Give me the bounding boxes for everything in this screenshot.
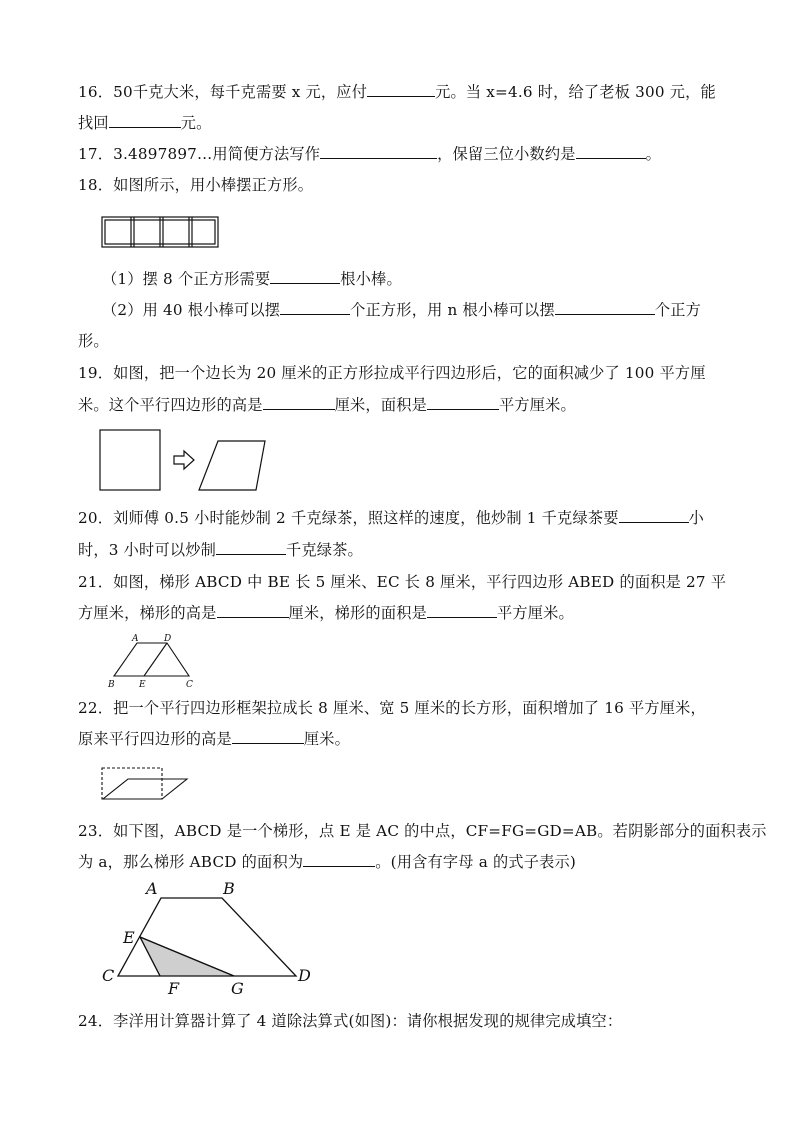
q22-line1: 22．把一个平行四边形框架拉成长 8 厘米、宽 5 厘米的长方形，面积增加了 16 平方厘米， <box>78 699 706 717</box>
q21-label-e: E <box>139 680 146 690</box>
q21-trapezoid-figure <box>104 632 204 690</box>
q17-text-b: ，保留三位小数约是 <box>437 145 576 163</box>
q21-label-d: D <box>164 634 172 644</box>
q19-blank-2[interactable] <box>427 395 499 410</box>
q18-title: 18．如图所示，用小棒摆正方形。 <box>78 176 314 194</box>
q23-text-a: 为 a，那么梯形 ABCD 的面积为 <box>78 853 304 871</box>
q20-blank-1[interactable] <box>619 508 689 523</box>
q21-blank-2[interactable] <box>427 603 497 618</box>
q16-blank-2[interactable] <box>109 113 181 128</box>
q19-square-to-parallelogram-figure <box>98 428 268 492</box>
q16-text-a: 16．50千克大米，每千克需要 x 元，应付 <box>78 83 368 101</box>
q23-label-a: A <box>146 879 158 898</box>
q16-line1 <box>78 82 716 102</box>
q19-text-b: 厘米，面积是 <box>334 396 427 414</box>
q19-line2 <box>78 395 576 415</box>
q23-label-c: C <box>102 966 115 985</box>
q21-line2 <box>78 603 574 623</box>
q20-blank-2[interactable] <box>216 540 286 555</box>
q20-text-a: 20．刘师傅 0.5 小时能炒制 2 千克绿茶，照这样的速度，他炒制 1 千克绿茶要 <box>78 509 619 527</box>
q16-blank-1[interactable] <box>367 82 435 97</box>
q16-line2 <box>78 113 212 133</box>
q22-blank-1[interactable] <box>232 729 304 744</box>
q21-line1: 21．如图，梯形 ABCD 中 BE 长 5 厘米、EC 长 8 厘米，平行四边形 ABED 的面积是 27 平 <box>78 573 727 591</box>
q23-label-f: F <box>168 979 180 998</box>
q18-p2-text-a: （2）用 40 根小棒可以摆 <box>102 301 281 319</box>
q23-blank-1[interactable] <box>303 852 375 867</box>
q16-text-c: 找回 <box>78 114 109 132</box>
q19-text-c: 平方厘米。 <box>498 396 576 414</box>
q18-p2-text-b: 个正方形，用 n 根小棒可以摆 <box>350 301 555 319</box>
q19-line1: 19．如图，把一个边长为 20 厘米的正方形拉成平行四边形后，它的面积减少了 100 平方厘 <box>78 364 706 382</box>
q20-line2 <box>78 540 363 560</box>
q18-p2-text-c: 个正方 <box>654 301 701 319</box>
q19-arrow-icon <box>174 451 194 469</box>
q22-rectangle-dashed <box>102 768 162 799</box>
q21-text-b: 厘米，梯形的面积是 <box>288 604 427 622</box>
q18-part2-cont: 形。 <box>78 332 109 350</box>
q19-square <box>100 430 160 490</box>
q18-blank-1[interactable] <box>270 269 340 284</box>
q21-trapezoid <box>114 643 189 676</box>
q19-parallelogram <box>199 441 265 490</box>
q21-label-a: A <box>132 634 139 644</box>
q19-text-a: 米。这个平行四边形的高是 <box>78 396 263 414</box>
q17-line <box>78 144 661 164</box>
q20-text-b: 小 <box>688 509 704 527</box>
q22-text-b: 厘米。 <box>303 730 351 748</box>
q18-blank-3[interactable] <box>555 300 655 315</box>
q23-line2 <box>78 852 576 872</box>
q22-frame-figure <box>100 766 190 802</box>
q17-blank-1[interactable] <box>320 144 437 159</box>
q21-segment-de <box>144 643 167 676</box>
q20-text-d: 千克绿茶。 <box>286 541 363 559</box>
q24-line1: 24．李洋用计算器计算了 4 道除法算式(如图)：请你根据发现的规律完成填空： <box>78 1012 623 1030</box>
q17-blank-2[interactable] <box>576 144 646 159</box>
q21-text-a: 方厘米，梯形的高是 <box>78 604 217 622</box>
q20-line1 <box>78 508 704 528</box>
q21-text-c: 平方厘米。 <box>497 604 574 622</box>
q18-blank-2[interactable] <box>280 300 350 315</box>
q23-label-g: G <box>231 979 244 998</box>
q23-label-e: E <box>123 928 135 947</box>
q18-stick-squares-figure <box>100 215 220 251</box>
q18-p1-text-b: 根小棒。 <box>340 270 402 288</box>
q23-label-b: B <box>223 879 235 898</box>
q17-text-c: 。 <box>645 145 662 163</box>
q22-line2 <box>78 729 350 749</box>
q23-trapezoid-figure <box>98 880 328 998</box>
q18-part1 <box>102 269 402 289</box>
q22-parallelogram <box>103 779 187 799</box>
q17-text-a: 17．3.4897897…用简便方法写作 <box>78 145 321 163</box>
q21-label-c: C <box>186 680 193 690</box>
q21-blank-1[interactable] <box>217 603 289 618</box>
q23-label-d: D <box>298 966 311 985</box>
q18-p1-text-a: （1）摆 8 个正方形需要 <box>102 270 271 288</box>
q18-part2 <box>102 300 701 320</box>
q23-line1: 23．如下图，ABCD 是一个梯形，点 E 是 AC 的中点，CF=FG=GD=AB。若阴影部分的面积表示 <box>78 822 767 840</box>
q22-text-a: 原来平行四边形的高是 <box>78 730 232 748</box>
q16-text-d: 元。 <box>180 114 212 132</box>
q20-text-c: 时，3 小时可以炒制 <box>78 541 216 559</box>
q16-text-b: 元。当 x=4.6 时，给了老板 300 元，能 <box>435 83 716 101</box>
q23-text-b: 。(用含有字母 a 的式子表示) <box>375 853 577 871</box>
q21-label-b: B <box>108 680 115 690</box>
q19-blank-1[interactable] <box>263 395 335 410</box>
